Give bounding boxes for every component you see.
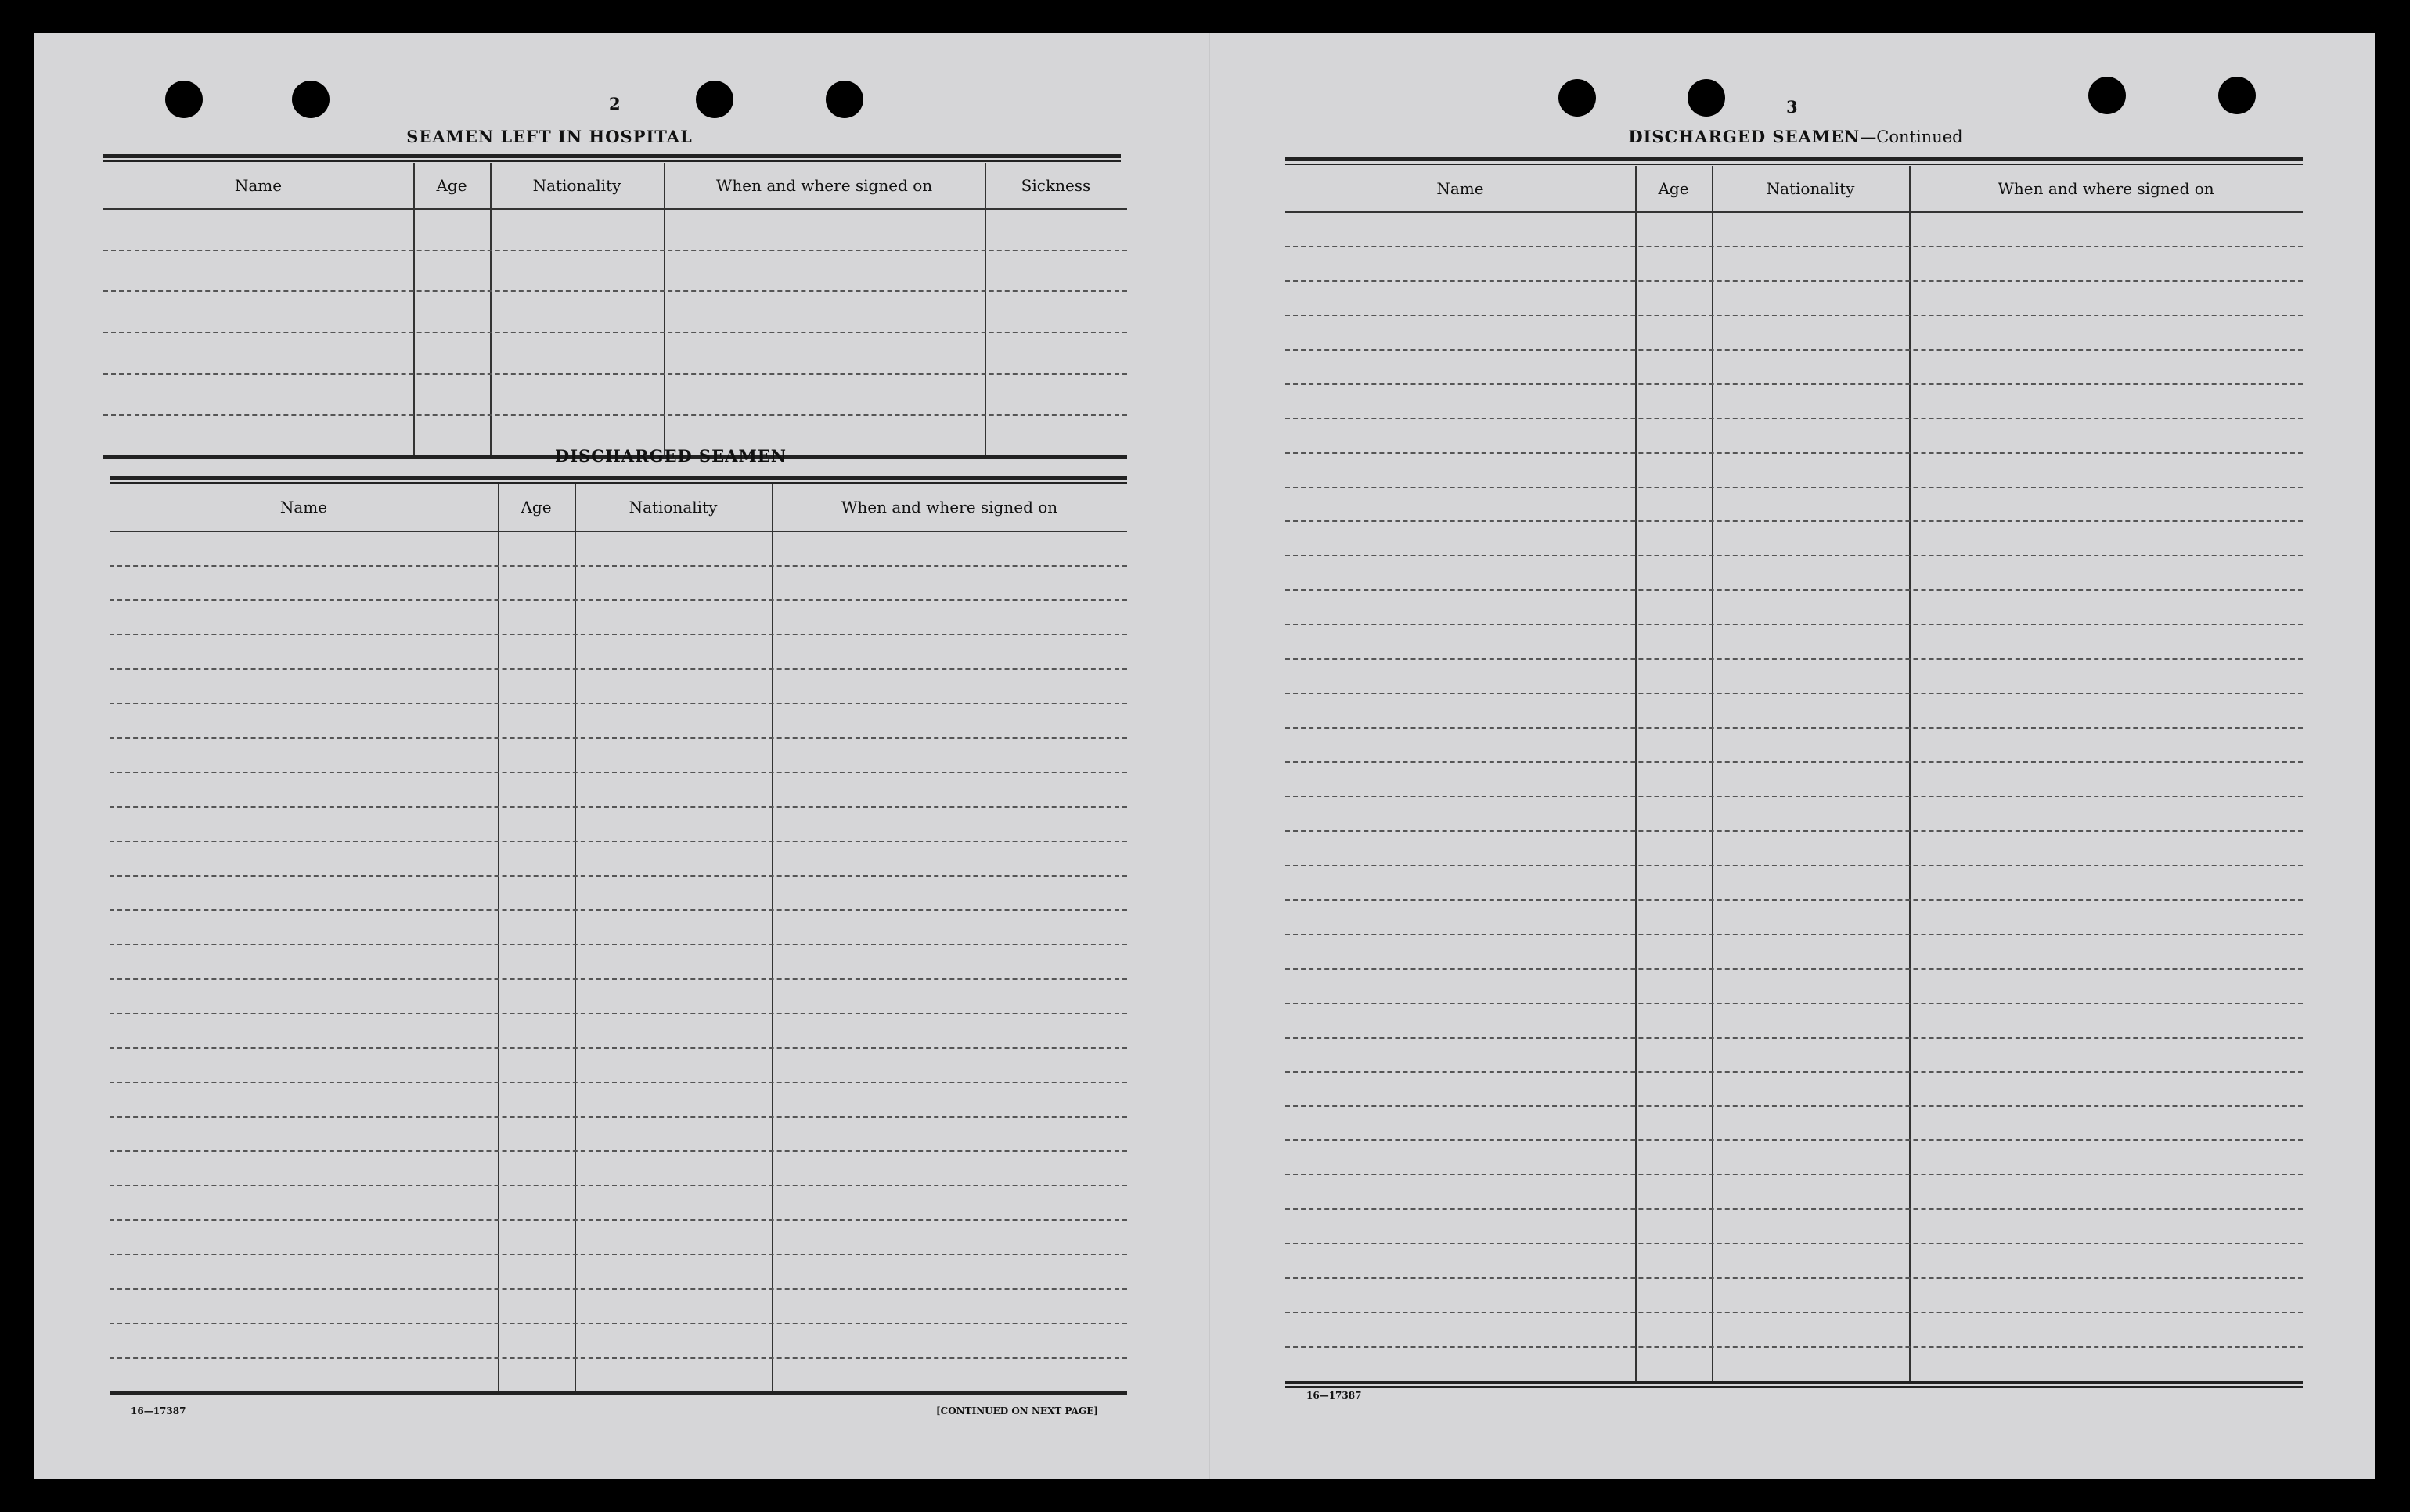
entry-row-line[interactable] — [110, 1082, 1127, 1083]
entry-row-line[interactable] — [1285, 693, 2303, 694]
form-number-left: 16—17387 — [131, 1406, 186, 1417]
entry-row-line[interactable] — [103, 250, 1127, 251]
punch-hole — [1688, 79, 1725, 117]
continued-note: [CONTINUED ON NEXT PAGE] — [936, 1406, 1099, 1417]
page-fold — [1209, 33, 1210, 1479]
header-divider — [103, 208, 1127, 210]
punch-hole — [165, 81, 203, 118]
column-divider — [1712, 166, 1713, 1381]
table-bottom-rule — [110, 1391, 1127, 1395]
column-divider — [490, 163, 492, 455]
column-header: Age — [521, 498, 552, 517]
column-divider — [772, 484, 773, 1391]
entry-row-line[interactable] — [1285, 452, 2303, 454]
entry-row-line[interactable] — [1285, 727, 2303, 729]
entry-row-line[interactable] — [110, 841, 1127, 842]
punch-hole — [826, 81, 863, 118]
entry-row-line[interactable] — [1285, 589, 2303, 591]
column-header: Name — [1436, 179, 1484, 198]
entry-row-line[interactable] — [110, 944, 1127, 945]
entry-row-line[interactable] — [1285, 1312, 2303, 1313]
entry-row-line[interactable] — [1285, 246, 2303, 247]
column-header: Sickness — [1021, 176, 1091, 195]
entry-row-line[interactable] — [1285, 1139, 2303, 1141]
column-header: When and where signed on — [841, 498, 1058, 517]
entry-row-line[interactable] — [110, 909, 1127, 911]
entry-row-line[interactable] — [110, 1219, 1127, 1221]
entry-row-line[interactable] — [1285, 830, 2303, 832]
column-divider — [985, 163, 986, 455]
column-divider — [498, 484, 499, 1391]
discharged-top-rule — [110, 476, 1127, 480]
column-header: When and where signed on — [715, 176, 933, 195]
entry-row-line[interactable] — [110, 565, 1127, 567]
hospital-top-rule — [103, 154, 1121, 158]
entry-row-line[interactable] — [1285, 865, 2303, 866]
entry-row-line[interactable] — [1285, 1003, 2303, 1004]
entry-row-line[interactable] — [1285, 1277, 2303, 1279]
column-divider — [413, 163, 415, 455]
table-bottom-rule-secondary — [1285, 1386, 2303, 1388]
entry-row-line[interactable] — [110, 1288, 1127, 1290]
column-divider — [1909, 166, 1911, 1381]
entry-row-line[interactable] — [110, 599, 1127, 601]
punch-hole — [2218, 77, 2256, 114]
entry-row-line[interactable] — [103, 290, 1127, 292]
entry-row-line[interactable] — [1285, 1174, 2303, 1175]
column-header: Age — [436, 176, 467, 195]
ledger-spread — [34, 33, 2375, 1479]
page-number-left: 2 — [609, 94, 621, 113]
entry-row-line[interactable] — [110, 1323, 1127, 1324]
entry-row-line[interactable] — [1285, 1243, 2303, 1244]
entry-row-line[interactable] — [1285, 1071, 2303, 1073]
entry-row-line[interactable] — [1285, 315, 2303, 316]
entry-row-line[interactable] — [1285, 1346, 2303, 1348]
entry-row-line[interactable] — [110, 1254, 1127, 1255]
column-header: When and where signed on — [1998, 179, 2214, 198]
entry-row-line[interactable] — [110, 737, 1127, 739]
title-continued: —Continued — [1860, 128, 1963, 146]
page-number-right: 3 — [1786, 97, 1799, 117]
entry-row-line[interactable] — [1285, 624, 2303, 625]
punch-hole — [292, 81, 330, 118]
entry-row-line[interactable] — [1285, 1208, 2303, 1210]
entry-row-line[interactable] — [1285, 796, 2303, 797]
punch-hole — [1558, 79, 1596, 117]
entry-row-line[interactable] — [110, 978, 1127, 980]
entry-row-line[interactable] — [1285, 383, 2303, 385]
entry-row-line[interactable] — [1285, 280, 2303, 282]
entry-row-line[interactable] — [1285, 1037, 2303, 1039]
entry-row-line[interactable] — [1285, 520, 2303, 522]
column-header: Nationality — [629, 498, 718, 517]
hospital-table — [103, 163, 1127, 455]
header-divider — [1285, 211, 2303, 213]
column-divider — [1635, 166, 1637, 1381]
continued-top-rule — [1285, 157, 2303, 161]
column-divider — [664, 163, 665, 455]
entry-row-line[interactable] — [1285, 899, 2303, 901]
discharged-continued-title — [1287, 127, 2304, 146]
column-header: Nationality — [532, 176, 621, 195]
entry-row-line[interactable] — [1285, 934, 2303, 935]
entry-row-line[interactable] — [110, 1116, 1127, 1118]
entry-row-line[interactable] — [110, 806, 1127, 808]
entry-row-line[interactable] — [1285, 968, 2303, 970]
entry-row-line[interactable] — [103, 414, 1127, 416]
entry-row-line[interactable] — [1285, 1105, 2303, 1107]
discharged-continued-table — [1285, 166, 2303, 1381]
entry-row-line[interactable] — [110, 668, 1127, 670]
table-bottom-rule — [1285, 1381, 2303, 1384]
entry-row-line[interactable] — [110, 703, 1127, 704]
discharged-title: DISCHARGED SEAMEN — [555, 446, 787, 466]
header-divider — [110, 531, 1127, 532]
entry-row-line[interactable] — [110, 772, 1127, 773]
column-header: Name — [279, 498, 328, 517]
entry-row-line[interactable] — [110, 1013, 1127, 1014]
entry-row-line[interactable] — [110, 875, 1127, 877]
form-number-right: 16—17387 — [1306, 1390, 1362, 1401]
punch-hole — [2088, 77, 2126, 114]
column-header: Age — [1658, 179, 1689, 198]
entry-row-line[interactable] — [1285, 555, 2303, 556]
entry-row-line[interactable] — [1285, 418, 2303, 419]
entry-row-line[interactable] — [110, 1185, 1127, 1186]
entry-row-line[interactable] — [103, 332, 1127, 333]
hospital-title: SEAMEN LEFT IN HOSPITAL — [406, 127, 693, 146]
entry-row-line[interactable] — [110, 634, 1127, 635]
entry-row-line[interactable] — [110, 1357, 1127, 1359]
entry-row-line[interactable] — [1285, 349, 2303, 351]
entry-row-line[interactable] — [110, 1047, 1127, 1049]
discharged-table — [110, 484, 1127, 1391]
entry-row-line[interactable] — [110, 1150, 1127, 1152]
entry-row-line[interactable] — [103, 373, 1127, 375]
column-header: Name — [234, 176, 283, 195]
entry-row-line[interactable] — [1285, 658, 2303, 660]
title-main: DISCHARGED SEAMEN — [1628, 127, 1861, 146]
column-divider — [575, 484, 576, 1391]
entry-row-line[interactable] — [1285, 487, 2303, 488]
punch-hole — [696, 81, 733, 118]
column-header: Nationality — [1766, 179, 1855, 198]
entry-row-line[interactable] — [1285, 761, 2303, 763]
